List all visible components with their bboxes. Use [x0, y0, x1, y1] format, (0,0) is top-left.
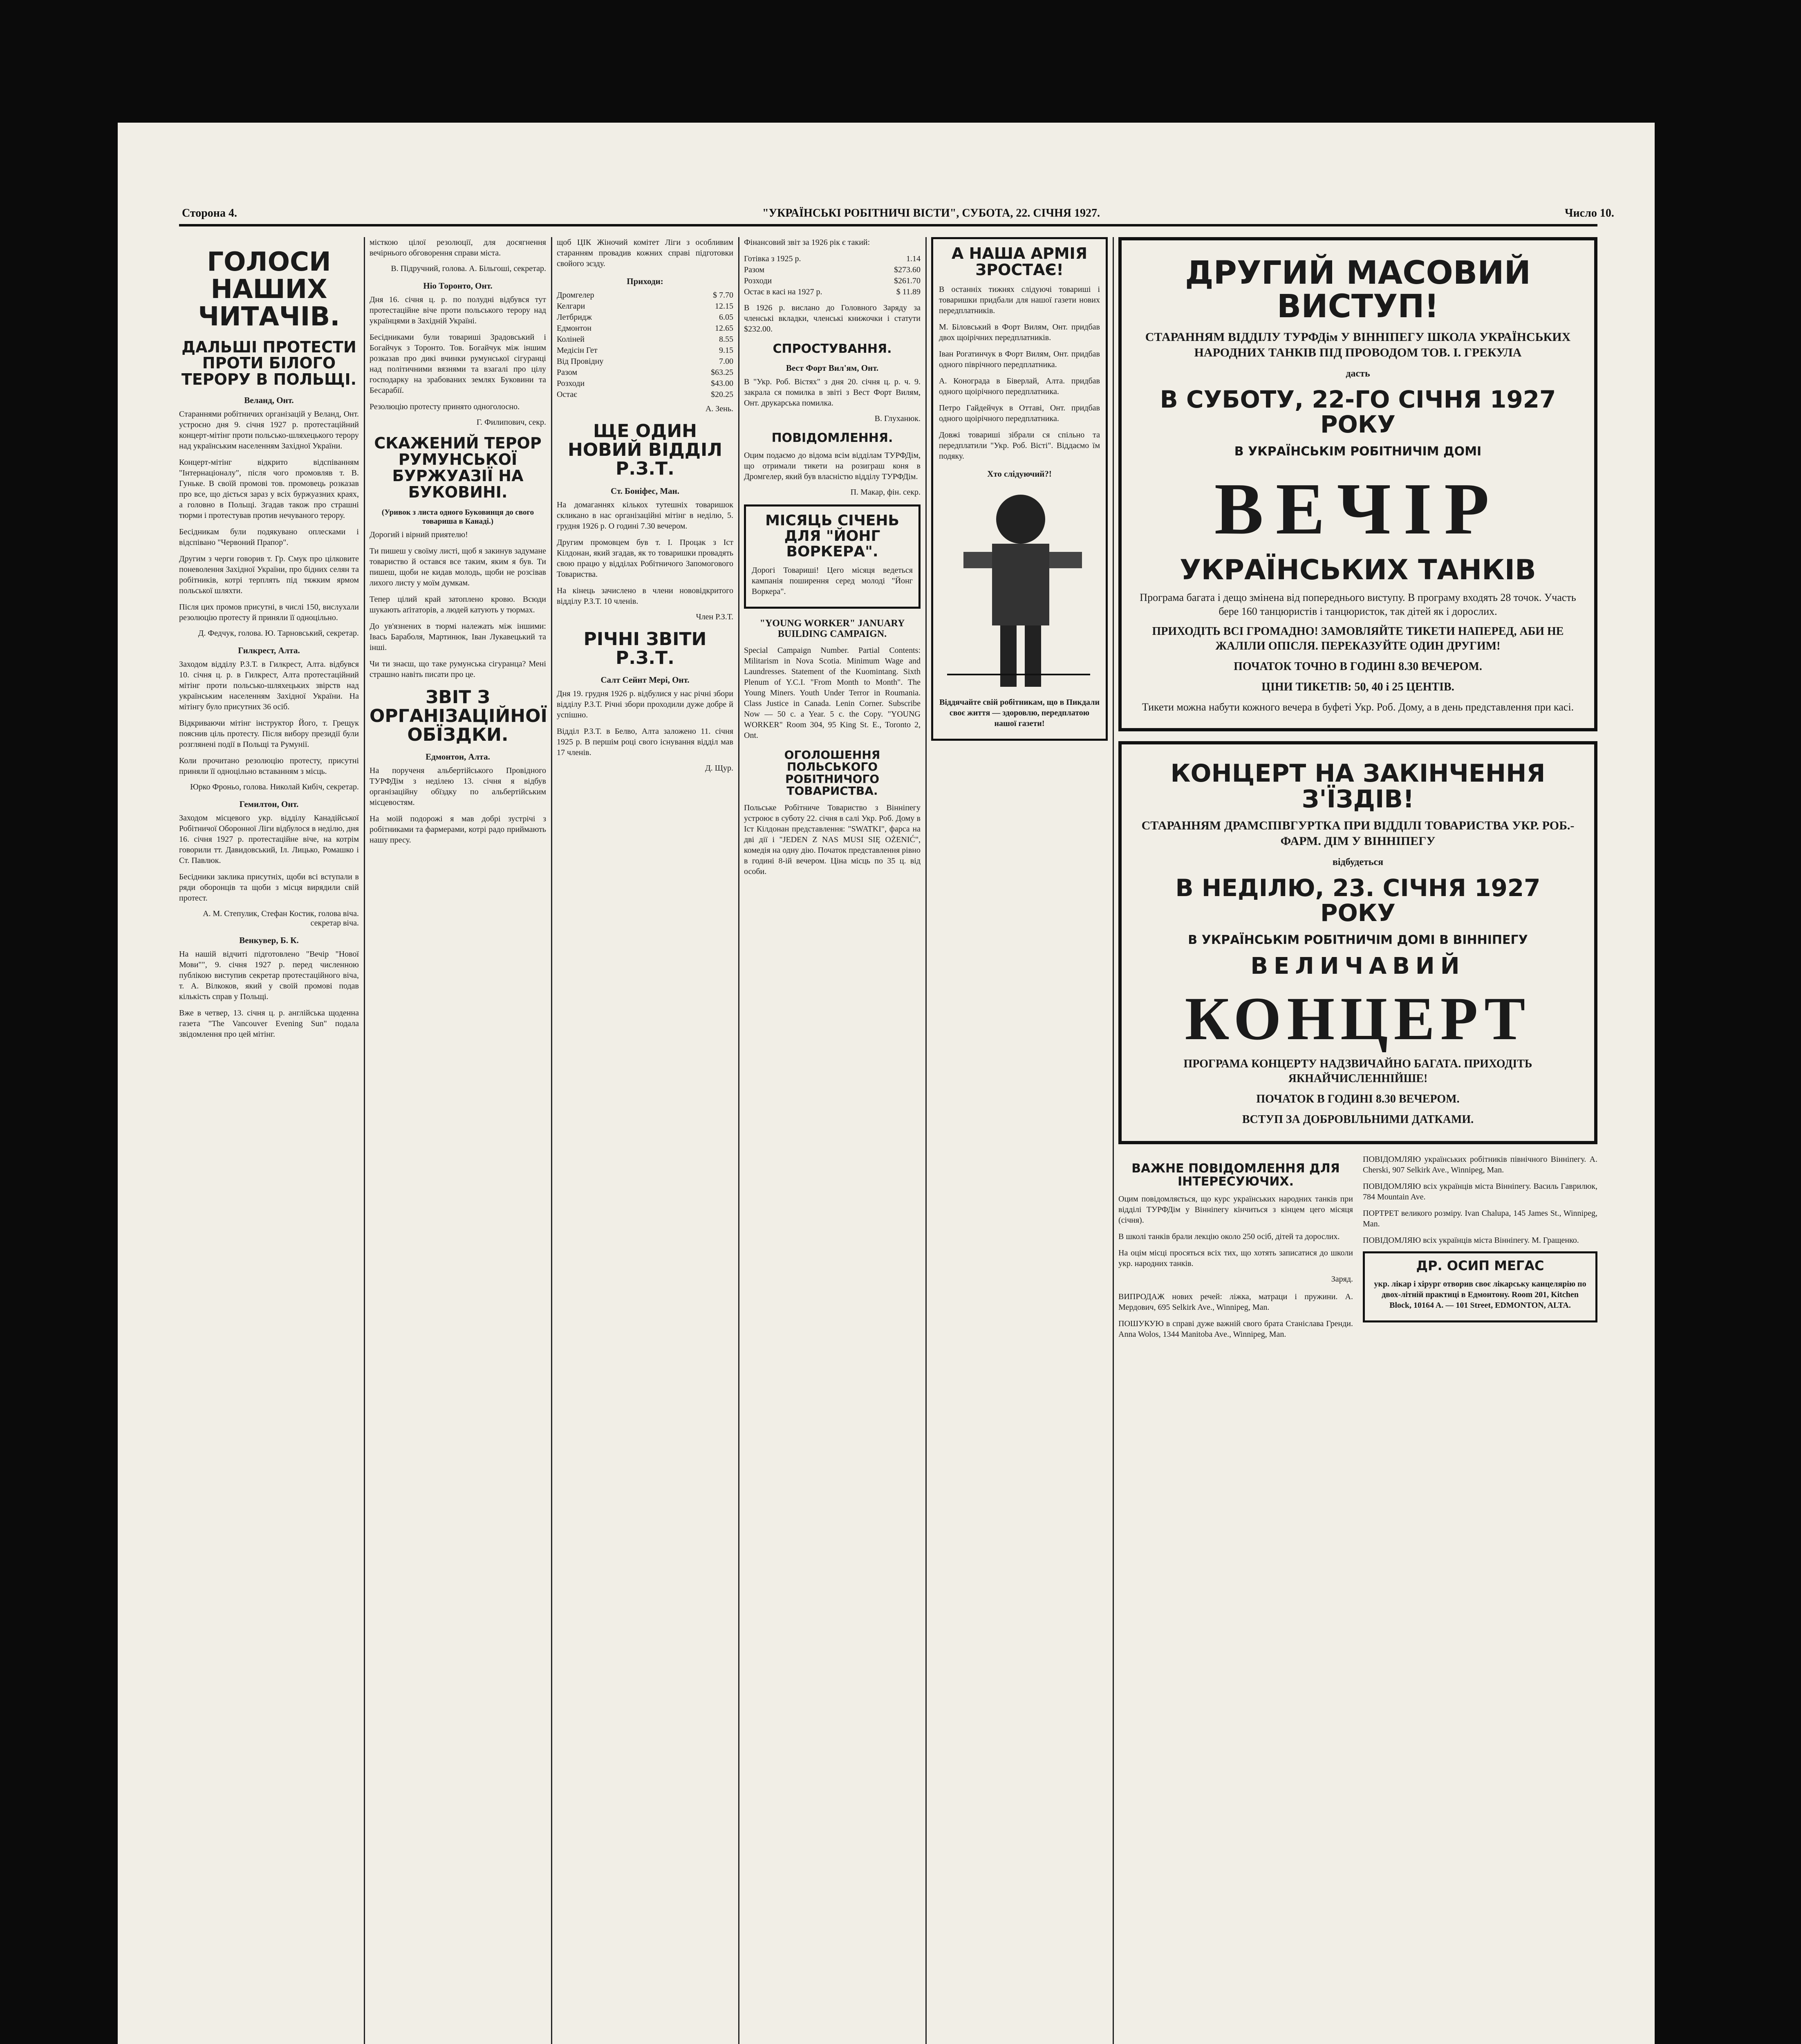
article-text: М. Біловський в Форт Вилям, Онт. придбав двох щоірічних передплатників. [939, 322, 1100, 342]
dateline: Едмонтон, Алта. [426, 752, 490, 762]
article-text: На порученя альбертійського Провідного ТУРФДім з неділею 13. січня я відбув організаційну обїздку по альбертійським місцевостям. [370, 766, 546, 807]
article-text: А. Конограда в Біверлай, Алта. придбав одного щоірічного передплатника. [939, 376, 1100, 396]
ad-text: ПРИХОДІТЬ ВСІ ГРОМАДНО! ЗАМОВЛЯЙТЕ ТИКЕТИ НАПЕРЕД, АБИ НЕ ЖАЛІЛИ ОПІСЛЯ. ПЕРЕКАЗУЙТЕ ОДИН ДРУГИМ! [1152, 625, 1564, 652]
page-number: Сторона 4. [182, 207, 237, 220]
ad-word: дасть [1346, 368, 1370, 379]
article-text: Польське Робітниче Товариство з Вінніпегу устроює в суботу 22. січня в салі Укр. Роб. Дому в Іст Кілдонан представлення: "SWATKI", фарса на дві дії і "JEDEN Z NAS MUSI SIĘ OŻENIĆ", комедія на одну дію. Початок представлення рівно в годині 8-ій вечером. Ціна місць по 35 ц. від особи. [744, 803, 921, 876]
dateline: Веланд, Онт. [244, 395, 294, 406]
ad-word: відбудеться [1332, 856, 1384, 867]
article-headline: ПОВІДОМЛЕННЯ. [771, 430, 893, 445]
section-title: ГОЛОСИ НАШИХ ЧИТАЧІВ. [198, 247, 340, 332]
classified-text: ПОРТРЕТ великого розміру. Ivan Chalupa, 145 James St., Winnipeg, Man. [1363, 1209, 1597, 1229]
signature: Юрко Фроньо, голова. Николай Кибіч, секретар. [190, 782, 359, 792]
classified-text: ВИПРОДАЖ нових речей: ліжка, матраци і пружини. А. Мердович, 695 Selkirk Ave., Winnipeg, Man. [1118, 1292, 1353, 1312]
article-text: Дня 16. січня ц. р. по полудні відбувся тут протестаційне віче проти польського терору над українцями в Західній Україні. [370, 295, 546, 325]
article-text: Бесідники заклика присутніх, щоби всі вступали в ряди оборонців та щоби з місця вирядили свій протест. [179, 872, 359, 903]
notice-text: Оцим повідомляється, що курс українських народних танків при відділі ТУРФДім у Вінніпегу кінчиться з кінцем цего місяця (січня). [1118, 1195, 1353, 1225]
article-text: щоб ЦІК Жіночий комітет Ліги з особливим старанням провадив кожних справі підготовки свойого зєзду. [557, 238, 733, 268]
doctor-ad [1363, 1251, 1597, 1322]
article-headline: А НАША АРМІЯ ЗРОСТАЄ! [952, 244, 1087, 279]
ad-event: ВЕЧІР [1214, 468, 1502, 550]
article-text: Фінансовий звіт за 1926 рік є такий: [744, 238, 870, 247]
framed-box [931, 237, 1108, 741]
announcement-box [744, 504, 921, 609]
doctor-name: ДР. ОСИП МЕГАС [1416, 1258, 1544, 1274]
ad-headline: ДРУГИЙ МАСОВИЙ ВИСТУП! [1185, 255, 1531, 325]
article-text: До ув'язнених в тюрмі належать між іншими: Івась Бараболя, Мартинюк, Іван Лукавецький та інші. [370, 621, 546, 652]
dance-ad [1118, 237, 1597, 731]
column-6-ads [1118, 237, 1597, 1345]
ad-text: Тикети можна набути кожного вечера в буфеті Укр. Роб. Дому, а в день представлення при касі. [1142, 701, 1574, 713]
masthead-line: "УКРАЇНСЬКІ РОБІТНИЧІ ВІСТИ", СУБОТА, 22. СІЧНЯ 1927. [762, 207, 1100, 220]
ad-text: ЦІНИ ТИКЕТІВ: 50, 40 і 25 ЦЕНТІВ. [1261, 680, 1454, 693]
ad-text: ВСТУП ЗА ДОБРОВІЛЬНИМИ ДАТКАМИ. [1242, 1113, 1474, 1126]
ad-text: ПОЧАТОК В ГОДИНІ 8.30 ВЕЧЕРОМ. [1256, 1093, 1460, 1106]
column-rule [738, 237, 739, 2044]
concert-ad [1118, 741, 1597, 1145]
article-text: Концерт-мітінг відкрито відспіванням "Інтернаціоналу", після чого промовляв т. В. Гуньке. В своїй промові тов. промовець розказав про все, що діється зараз у всіх буржуазних краях, а головно в Польщі. Згадав також про страшні тюрми і протестував против нечуваного терору. [179, 458, 359, 520]
article-text: Відділ Р.З.Т. в Белво, Алта заложено 11. січня 1925 р. В першім році свого існування відділ мав 17 членів. [557, 726, 733, 757]
article-headline: СКАЖЕНИЙ ТЕРОР РУМУНСЬКОЇ БУРЖУАЗІЇ НА БУКОВИНІ. [374, 434, 542, 501]
illustration-caption: Віддячайте свій робітникам, що в Пикдали своє життя — здоровлю, передплатою нашої газети! [939, 697, 1100, 728]
income-table: Дромгелер $ 7.70 Келгари 12.15 Летбридж 6.05 Едмонтон 12.65 Коліней 8.55 Медісін Гет 9.15 Від Провідну 7.00 Разом $63.25 Розходи $43.00 Остає $20.25 [557, 291, 733, 399]
ad-adjective: ВЕЛИЧАВИЙ [1250, 953, 1465, 980]
article-headline: ОГОЛОШЕННЯ ПОЛЬСЬКОГО РОБІТНИЧОГО ТОВАРИСТВА. [784, 748, 880, 798]
classified-text: ПОВІДОМЛЯЮ українських робітників північного Вінніпегу. A. Cherski, 907 Selkirk Ave., Winnipeg, Man. [1363, 1155, 1597, 1175]
article-text: Після цих промов присутні, в числі 150, вислухали резолюцію протесту й приняли її одноцільно. [179, 603, 359, 623]
column-2 [370, 237, 546, 851]
article-text: Тепер цілий край затоплено кровю. Всюди шукають аґітаторів, а людей катують у тюрмах. [370, 594, 546, 614]
dateline: Гилкрест, Алта. [238, 645, 300, 656]
article-text: місткою цілої резолюції, для досягнення вечірнього обговорення справи міста. [370, 238, 546, 258]
article-text: На моїй подорожі я мав добрі зустрічі з робітниками та фармерами, котрі радо приймають нашу пресу. [370, 814, 546, 845]
signature: А. Зень. [705, 404, 733, 413]
ad-text: СТАРАННЯМ ВІДДІЛУ ТУРФДім У ВІННІПЕГУ ШКОЛА УКРАЇНСЬКИХ НАРОДНИХ ТАНКІВ ПІД ПРОВОДОМ ТОВ. І. ГРЕКУЛА [1145, 330, 1571, 359]
article-headline: СПРОСТУВАННЯ. [773, 342, 892, 356]
article-headline: РІЧНІ ЗВІТИ Р.З.Т. [583, 628, 707, 668]
ad-headline: КОНЦЕРТ НА ЗАКІНЧЕННЯ З'ЇЗДІВ! [1170, 759, 1546, 814]
header-rule [179, 224, 1597, 226]
ad-text: СТАРАННЯМ ДРАМСПІВГУРТКА ПРИ ВІДДІЛІ ТОВАРИСТВА УКР. РОБ.-ФАРМ. ДІМ У ВІННІПЕГУ [1141, 818, 1575, 848]
column-rule [1113, 237, 1114, 2044]
article-headline: ЗВІТ З ОРГАНІЗАЦІЙНОЇ ОБЇЗДКИ. [370, 686, 547, 745]
signature: Член Р.З.Т. [696, 612, 733, 621]
issue-number: Число 10. [1565, 207, 1614, 220]
column-rule [925, 237, 927, 2044]
subheadline: (Уривок з листа одного Буковинця до свого товариша в Канаді.) [381, 508, 534, 526]
signature: В. Глуханюк. [874, 414, 921, 423]
article-text: В "Укр. Роб. Вістях" з дня 20. січня ц. р. ч. 9. закрала ся помилка в звіті з Вест Форт Вилям, Онт. друкарська помилка. [744, 377, 921, 408]
dateline: Салт Сейнт Мері, Онт. [600, 675, 690, 685]
article-text: Дорогі Товариші! Цего місяця ведеться кампанія поширення серед молоді "Йонг Воркера". [752, 566, 913, 596]
ad-venue: В УКРАЇНСЬКІМ РОБІТНИЧІМ ДОМІ В ВІННІПЕГУ [1188, 932, 1528, 947]
table-caption: Приходи: [627, 276, 663, 286]
article-text: Резолюцію протесту принято одноголосно. [370, 402, 520, 411]
newspaper-page [118, 123, 1655, 2044]
illustration-caption: Хто слідуючий?! [987, 468, 1052, 479]
article-text: Другим промовцем був т. І. Процак з Іст Кілдонан, який згадав, як то товаришки провадять свою працю у відділах Робітничого Запомогового Товариства. [557, 538, 733, 579]
classified-text: ПОВІДОМЛЯЮ всіх українців міста Вінніпегу. Василь Гаврилюк, 784 Mountain Ave. [1363, 1182, 1597, 1202]
article-text: Чи ти знаєш, що таке румунська сігуранца? Мені страшно навіть писати про це. [370, 659, 546, 679]
ad-date: В НЕДІЛЮ, 23. СІЧНЯ 1927 РОКУ [1175, 874, 1541, 927]
ad-date: В СУБОТУ, 22-ГО СІЧНЯ 1927 РОКУ [1160, 385, 1556, 438]
article-text: Петро Гайдейчук в Оттаві, Онт. придбав одного щоірічного передплатника. [939, 403, 1100, 423]
dateline: Ст. Боніфес, Ман. [610, 486, 680, 496]
notice-text: На оцім місці просяться всіх тих, що хотять записатися до школи укр. народних танків. [1118, 1248, 1353, 1269]
signature: Г. Филипович, секр. [476, 418, 546, 427]
classified-text: ПОВІДОМЛЯЮ всіх українців міста Вінніпегу. М. Гращенко. [1363, 1236, 1579, 1245]
column-1 [179, 237, 359, 1045]
column-rule [364, 237, 365, 2044]
notice-headline: ВАЖНЕ ПОВІДОМЛЕННЯ ДЛЯ ІНТЕРЕСУЮЧИХ. [1131, 1161, 1340, 1189]
article-text: Стараннями робітничих організацій у Веланд, Онт. устроєно дня 9. січня 1927 р. протестаційний концерт-мітінг проти польсько-шляхецького терору над українським населенням Західної України. [179, 410, 359, 451]
ad-text: ПРОГРАМА КОНЦЕРТУ НАДЗВИЧАЙНО БАГАТА. ПРИХОДІТЬ ЯКНАЙЧИСЛЕННІЙШЕ! [1183, 1058, 1532, 1085]
cartoon-illustration [939, 482, 1098, 695]
dateline: Гемилтон, Онт. [239, 799, 299, 809]
ad-subtitle: УКРАЇНСЬКИХ ТАНКІВ [1180, 554, 1536, 587]
doctor-text: укр. лікар і хірург отворив своє лікарську канцелярію по двох-літній практиці в Едмонтону. Room 201, Kitchen Block, 10164 A. — 101 Street, EDMONTON, ALTA. [1374, 1280, 1586, 1310]
signature: Заряд. [1331, 1275, 1353, 1284]
article-text: В останніх тижнях слідуючі товариші і товаришки придбали для нашої газети нових передплатників. [939, 285, 1100, 315]
classifieds-column [1363, 1154, 1597, 1345]
article-text: Ти пишеш у своїму листі, щоб я закинув задумане товариство й остався все таким, яким я був. Ти пишеш, щоби не кидав молодь, щоби не розсівав лихого листу у моїм думкам. [370, 546, 546, 587]
column-3 [557, 237, 733, 780]
signature: В. Підручний, голова. А. Більгоші, секретар. [391, 264, 546, 273]
signature: П. Макар, фін. секр. [850, 488, 921, 497]
article-text: Дорогий і вірний приятелю! [370, 530, 468, 539]
english-headline: "YOUNG WORKER" JANUARY BUILDING CAMPAIGN. [759, 618, 905, 639]
signature: Д. Щур. [705, 763, 733, 773]
ad-text: ПОЧАТОК ТОЧНО В ГОДИНІ 8.30 ВЕЧЕРОМ. [1234, 660, 1482, 673]
ad-venue: В УКРАЇНСЬКІМ РОБІТНИЧІМ ДОМІ [1234, 444, 1482, 459]
ad-event: КОНЦЕРТ [1185, 984, 1531, 1053]
article-headline: МІСЯЦЬ СІЧЕНЬ ДЛЯ "ЙОНГ ВОРКЕРА". [765, 512, 899, 560]
dateline: Вест Форт Вил'ям, Онт. [786, 363, 879, 373]
article-headline: ЩЕ ОДИН НОВИЙ ВІДДІЛ Р.З.Т. [568, 421, 722, 480]
article-text: Довжі товариші зібрали ся спільно та передплатили "Укр. Роб. Вісті". Віддаємо їм подяку. [939, 430, 1100, 461]
ad-text: Програма багата і дещо змінена від попереднього виступу. В програму входять 28 точок. Участь бере 160 танцюристів і танцюристок, так дітей як і дорослих. [1140, 591, 1576, 617]
notice-text: В школі танків брали лекцію около 250 осіб, дітей та дорослих. [1118, 1232, 1340, 1242]
article-text: Дня 19. грудня 1926 р. відбулися у нас річні збори відділу Р.З.Т. Річні збори проходили дуже добре й успішно. [557, 689, 733, 719]
article-text: Бесідникам були подякувано оплесками і відспівано "Червоний Прапор". [179, 527, 359, 547]
article-text: Іван Рогатинчук в Форт Вилям, Онт. придбав одного піврічного передплатника. [939, 349, 1100, 369]
classifieds-row [1118, 1154, 1597, 1345]
notice-column [1118, 1154, 1353, 1345]
article-text: Другим з черги говорив т. Гр. Смук про цілковите поневолення Західної України, про бідних селян та робітників, котрі терплять під тяжким ярмом польської шляхти. [179, 554, 359, 596]
column-rule [551, 237, 552, 2044]
balance-table: Готівка з 1925 р. 1.14 Разом $273.60 Розходи $261.70 Остає в касі на 1927 р. $ 11.89 [744, 254, 921, 296]
article-text: Відкриваючи мітінг інструктор Його, т. Грещук пояснив ціль протесту. Після вибору президії були розглянені події в Польщі та Румунії. [179, 719, 359, 749]
article-text: Коли прочитано резолюцію протесту, присутні приняли її одноцільно вставанням з місць. [179, 756, 359, 776]
article-text: Вже в четвер, 13. січня ц. р. англійська щоденна газета "The Vancouver Evening Sun" подала звідомлення про цей мітінг. [179, 1009, 359, 1039]
article-text: Заходом місцевого укр. відділу Канадійської Робітничої Оборонної Ліги відбулося в неділю, дня 16. січня 1927 р. протестаційне віче, на котрім говорили тт. Давидовський, Іл. Лицько, Ромашко і Ст. Павлюк. [179, 814, 359, 865]
article-text: Оцим подаємо до відома всім відділам ТУРФДім, що отримали тикети на розиграш коня в Дромгелер, який був власністю відділу ТУРФДім. [744, 451, 921, 481]
article-text: На нашій відчиті підготовлено "Вечір "Нової Мови"", 9. січня 1927 р. перед численною публікою виступив секретар протестаційного віча, т. А. Вілкоков, який у своїй промові подав кількість справ у Польщі. [179, 950, 359, 1002]
article-headline: ДАЛЬШІ ПРОТЕСТИ ПРОТИ БІЛОГО ТЕРОРУ В ПОЛЬЩІ. [181, 338, 357, 389]
english-text: Special Campaign Number. Partial Contents: Militarism in Nova Scotia. Minimum Wage and Laundresses. Statement of the Kuomintang. Sixth Plenum of Y.C.I. "From Month to Month". The Young Miners. Youth Under Terror in Roumania. Class Justice in Canada. Lenin Corner. Subscribe Now — 50 c. a Year. 5 c. the Copy. "YOUNG WORKER" Room 304, 95 King St. E., Toronto 2, Ont. [744, 645, 921, 740]
signature: Д. Федчук, голова. Ю. Тарновський, секретар. [198, 629, 359, 638]
signature: А. М. Степулик, Стефан Костик, голова віча. секретар віча. [203, 909, 359, 928]
dateline: Ніо Торонто, Онт. [423, 281, 493, 291]
article-text: На домаганнях кількох тутешніх товаришок скликано в нас організаційні мітінг в неділю, 5. грудня 1926 р. О годині 7.30 вечером. [557, 500, 733, 531]
article-text: На кінець зачислено в члени нововідкритого відділу Р.З.Т. 10 членів. [557, 586, 733, 606]
column-4 [744, 237, 921, 883]
classified-text: ПОШУКУЮ в справі дуже важній свого брата Станіслава Гренди. Anna Wolos, 1344 Manitoba Ave., Winnipeg, Man. [1118, 1319, 1353, 1339]
dateline: Венкувер, Б. К. [239, 935, 299, 946]
article-text: В 1926 р. вислано до Головного Заряду за членські вкладки, членські книжочки і статути $232.00. [744, 303, 921, 334]
article-text: Бесідниками були товариші Зрадовський і Богайчук з Торонто. Тов. Богайчук між іншим розказав про дикі вчинки румунської сігуранці над політичними вязнями та взагалі про цілу господарку на зрабованих землях Буковини та Бесарабії. [370, 333, 546, 395]
article-text: Заходом відділу Р.З.Т. в Гилкрест, Алта. відбувся 10. січня ц. р. в Гилкрест, Алта протестаційний мітінг проти польсько-шляхецьких звірств над українським населенням Західної України. На мітінгу було присутних 36 осіб. [179, 660, 359, 712]
column-5 [931, 237, 1108, 751]
